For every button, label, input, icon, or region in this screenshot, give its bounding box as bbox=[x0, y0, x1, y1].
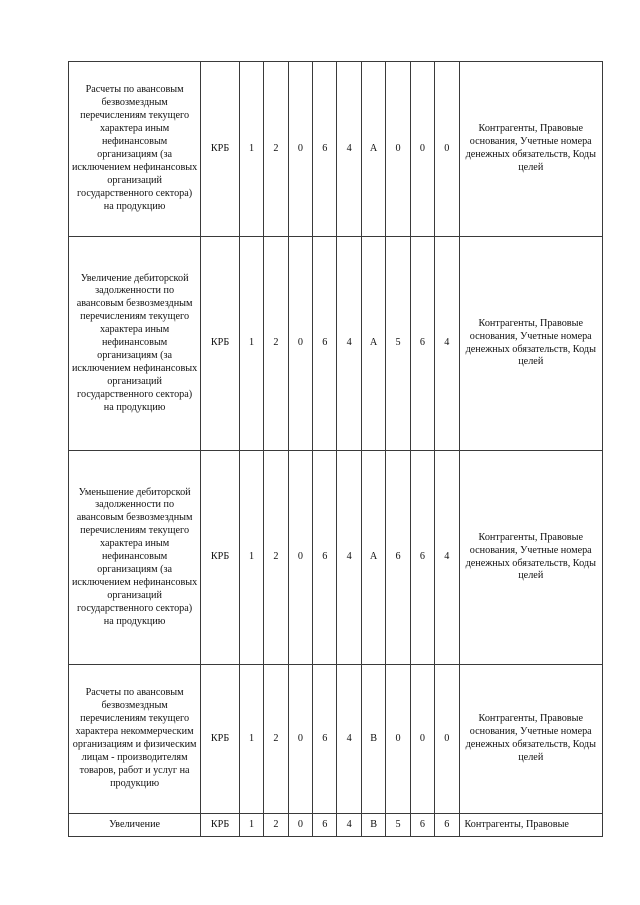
code-digit: 0 bbox=[386, 62, 410, 237]
code-digit: 6 bbox=[313, 665, 337, 814]
code-digit: 4 bbox=[435, 451, 459, 665]
code-digit: В bbox=[361, 665, 385, 814]
code-digit: 6 bbox=[410, 237, 434, 451]
code-digit: 6 bbox=[313, 62, 337, 237]
code-digit: 0 bbox=[410, 665, 434, 814]
code-digit: 0 bbox=[288, 237, 312, 451]
code-digit: 0 bbox=[386, 665, 410, 814]
code-digit: А bbox=[361, 62, 385, 237]
code-digit: 0 bbox=[288, 62, 312, 237]
table-row bbox=[69, 62, 603, 237]
code-digit: 5 bbox=[386, 237, 410, 451]
accounts-table bbox=[68, 61, 603, 837]
code-type: КРБ bbox=[201, 814, 240, 837]
code-digit: 5 bbox=[386, 814, 410, 837]
code-type: КРБ bbox=[201, 451, 240, 665]
code-digit: 2 bbox=[264, 237, 288, 451]
code-type: КРБ bbox=[201, 665, 240, 814]
code-digit: 4 bbox=[337, 62, 361, 237]
code-digit: 0 bbox=[288, 814, 312, 837]
analytic-attributes: Контрагенты, Правовые основания, Учетные номера денежных обязательств, Коды целей bbox=[459, 237, 602, 451]
code-digit: В bbox=[361, 814, 385, 837]
code-digit: 2 bbox=[264, 62, 288, 237]
code-digit: 1 bbox=[239, 665, 263, 814]
table-row bbox=[69, 814, 603, 837]
code-digit: 4 bbox=[337, 237, 361, 451]
code-digit: 0 bbox=[410, 62, 434, 237]
analytic-attributes: Контрагенты, Правовые основания, Учетные номера денежных обязательств, Коды целей bbox=[459, 665, 602, 814]
code-digit: 6 bbox=[410, 451, 434, 665]
code-type: КРБ bbox=[201, 62, 240, 237]
code-digit: 2 bbox=[264, 814, 288, 837]
analytic-attributes: Контрагенты, Правовые основания, Учетные номера денежных обязательств, Коды целей bbox=[459, 451, 602, 665]
code-digit: 4 bbox=[435, 237, 459, 451]
table-row bbox=[69, 451, 603, 665]
code-digit: 0 bbox=[288, 665, 312, 814]
code-digit: А bbox=[361, 237, 385, 451]
code-type: КРБ bbox=[201, 237, 240, 451]
code-digit: 6 bbox=[313, 814, 337, 837]
code-digit: 1 bbox=[239, 814, 263, 837]
code-digit: 0 bbox=[435, 62, 459, 237]
account-name: Увеличение bbox=[69, 814, 201, 837]
code-digit: 6 bbox=[386, 451, 410, 665]
code-digit: 6 bbox=[313, 237, 337, 451]
code-digit: 2 bbox=[264, 451, 288, 665]
account-name: Уменьшение дебиторской задолженности по авансовым безвозмездным перечислениям текущего характера иным нефинансовым организациям (за исключением нефинансовых организаций государственного сектора) на продукцию bbox=[69, 451, 201, 665]
code-digit: 1 bbox=[239, 62, 263, 237]
code-digit: 0 bbox=[288, 451, 312, 665]
account-name: Расчеты по авансовым безвозмездным перечислениям текущего характера некоммерческим организациям и физическим лицам - производителям товаров, работ и услуг на продукцию bbox=[69, 665, 201, 814]
analytic-attributes: Контрагенты, Правовые основания, Учетные номера денежных обязательств, Коды целей bbox=[459, 62, 602, 237]
account-name: Расчеты по авансовым безвозмездным перечислениям текущего характера иным нефинансовым организациям (за исключением нефинансовых организаций государственного сектора) на продукцию bbox=[69, 62, 201, 237]
code-digit: А bbox=[361, 451, 385, 665]
code-digit: 4 bbox=[337, 451, 361, 665]
analytic-attributes: Контрагенты, Правовые bbox=[459, 814, 602, 837]
table-row bbox=[69, 237, 603, 451]
table-row bbox=[69, 665, 603, 814]
code-digit: 2 bbox=[264, 665, 288, 814]
code-digit: 6 bbox=[435, 814, 459, 837]
code-digit: 4 bbox=[337, 814, 361, 837]
code-digit: 0 bbox=[435, 665, 459, 814]
code-digit: 6 bbox=[410, 814, 434, 837]
code-digit: 6 bbox=[313, 451, 337, 665]
code-digit: 1 bbox=[239, 237, 263, 451]
code-digit: 1 bbox=[239, 451, 263, 665]
code-digit: 4 bbox=[337, 665, 361, 814]
account-name: Увеличение дебиторской задолженности по авансовым безвозмездным перечислениям текущего характера иным нефинансовым организациям (за исключением нефинансовых организаций государственного сектора) на продукцию bbox=[69, 237, 201, 451]
